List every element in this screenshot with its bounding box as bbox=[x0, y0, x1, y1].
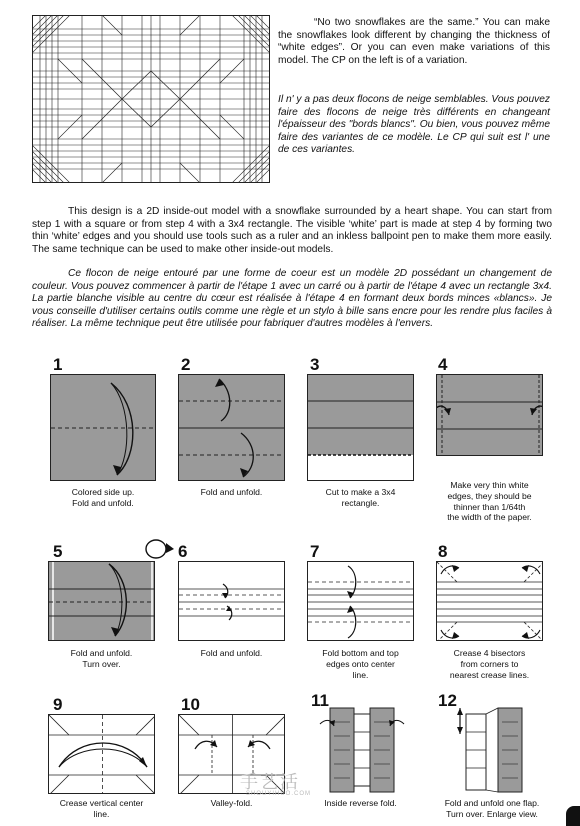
step-caption-8: Crease 4 bisectors from corners to nearest crease lines. bbox=[449, 648, 530, 680]
step-2-diagram bbox=[178, 374, 285, 481]
step-6-diagram bbox=[178, 561, 285, 641]
crease-pattern bbox=[32, 15, 270, 183]
step-5-diagram bbox=[48, 561, 155, 641]
step-9-diagram bbox=[48, 714, 155, 794]
step-caption-2: Fold and unfold. bbox=[200, 487, 263, 497]
turn-over-icon bbox=[142, 537, 176, 561]
step-11-diagram bbox=[318, 704, 406, 794]
step-number-1: 1 bbox=[53, 355, 63, 374]
body-english: This design is a 2D inside-out model with a snowflake surrounded by a heart shape. You can start from step 1 with a square or from step 4 with a 3x4 rectangle. The visible ‘white’ part is made at step 4 by forming two thin ‘white’ edges and you should use tools such as a ruler and an inkless ballpoint pen to make them more easily. The same technique can be used to make other inside-out models. bbox=[32, 206, 552, 255]
step-caption-3: Cut to make a 3x4 rectangle. bbox=[325, 487, 396, 508]
intro-french: Il n' y a pas deux flocons de neige semblables. Vous pouvez faire des flocons de neige très différents en changeant l'épaisseur des "bords blancs". Ou bien, vous pouvez même faire des variantes de ce modèle. Le CP qui suit est l' une de ces variantes. bbox=[278, 94, 550, 156]
watermark-subtext: SHOUYIHUO.COM bbox=[246, 791, 312, 797]
step-caption-11: Inside reverse fold. bbox=[324, 798, 397, 808]
step-number-12: 12 bbox=[438, 691, 457, 710]
page-corner-mark bbox=[566, 806, 580, 826]
step-1-diagram bbox=[50, 374, 156, 481]
step-caption-6: Fold and unfold. bbox=[200, 648, 263, 658]
step-number-11: 11 bbox=[311, 691, 329, 710]
step-number-4: 4 bbox=[438, 355, 448, 374]
step-number-8: 8 bbox=[438, 542, 448, 561]
step-number-5: 5 bbox=[53, 542, 63, 561]
step-4-diagram bbox=[436, 374, 543, 456]
step-number-9: 9 bbox=[53, 695, 63, 714]
body-french: Ce flocon de neige entouré par une forme de coeur est un modèle 2D possédant un changement de couleur. Vous pouvez commencer à partir de l'étape 1 avec un carré ou à partir de l'étape 4 avec un rectangle 3x4. La partie blanche visible au centre du cœur est réalisée à l'étape 4 en formant deux bords minces «blancs». Je vous conseille d'utiliser certains outils comme une règle et un stylo à bille sans encre pour les rendre plus faciles à réaliser. La même technique peut être utilisée pour fabriquer d'autres modèles à l'envers. bbox=[32, 268, 552, 330]
step-caption-9: Crease vertical center line. bbox=[59, 798, 144, 819]
step-8-diagram bbox=[436, 561, 543, 641]
step-caption-1: Colored side up. Fold and unfold. bbox=[71, 487, 135, 508]
crease-pattern-drawing bbox=[32, 15, 270, 183]
watermark-text: 手艺活 bbox=[240, 772, 300, 792]
step-3-diagram bbox=[307, 374, 414, 481]
step-number-6: 6 bbox=[178, 542, 188, 561]
step-number-2: 2 bbox=[181, 355, 191, 374]
intro-english: “No two snowflakes are the same.” You can make the snowflakes look different by changing the thickness of “white edges”. Or you can even make variations of this model. The CP on the left is of a variation. bbox=[278, 17, 550, 66]
step-number-7: 7 bbox=[310, 542, 320, 561]
step-12-diagram bbox=[454, 704, 534, 794]
step-caption-4: Make very thin white edges, they should be thinner than 1/64th the width of the paper. bbox=[447, 480, 532, 523]
step-7-diagram bbox=[307, 561, 414, 641]
step-caption-12: Fold and unfold one flap. Turn over. Enlarge view. bbox=[444, 798, 540, 819]
step-number-3: 3 bbox=[310, 355, 320, 374]
step-caption-7: Fold bottom and top edges onto center line. bbox=[322, 648, 399, 680]
step-caption-5: Fold and unfold. Turn over. bbox=[70, 648, 133, 669]
step-number-10: 10 bbox=[181, 695, 200, 714]
step-caption-10: Valley-fold. bbox=[210, 798, 253, 808]
